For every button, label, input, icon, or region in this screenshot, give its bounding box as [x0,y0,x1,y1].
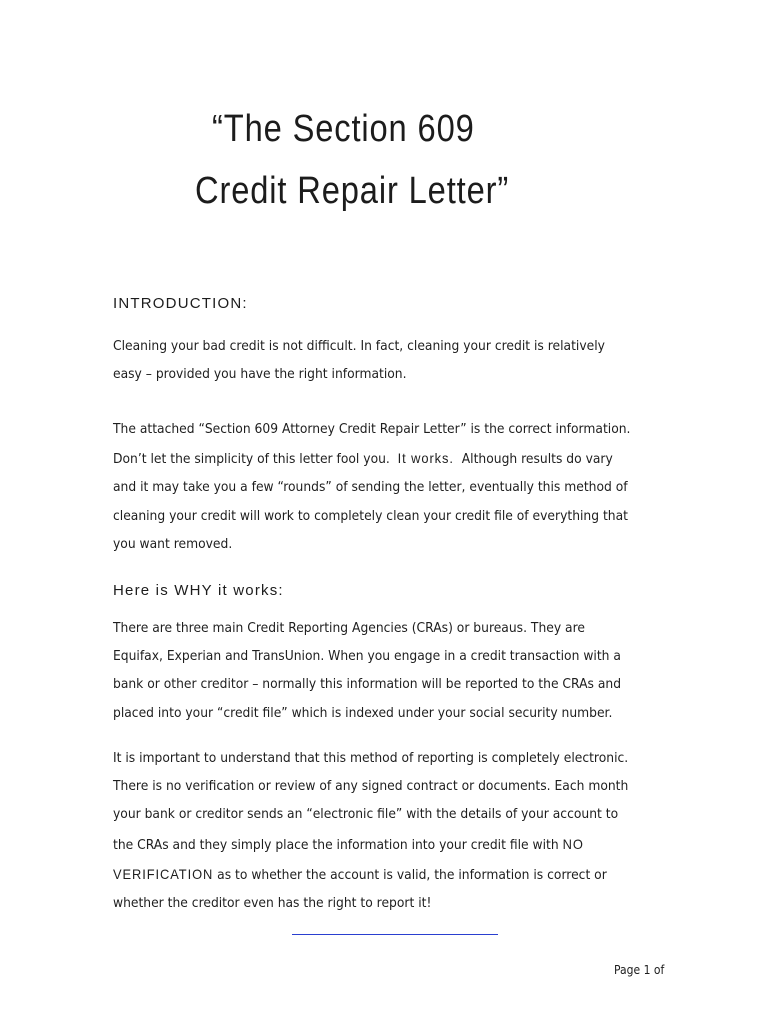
paragraph-line: easy – provided you have the right information. [113,367,407,383]
paragraph-line: Cleaning your bad credit is not difficult. In fact, cleaning your credit is relatively [113,339,605,354]
paragraph-line: It is important to understand that this method of reporting is completely electronic. [113,751,629,766]
why-paragraph-1 [113,615,628,728]
paragraph-text: the CRAs and they simply place the information into your credit file with [113,837,559,853]
intro-paragraph-1 [113,333,628,389]
paragraph-line: cleaning your credit will work to completely clean your credit file of everything that [113,508,628,524]
paragraph-line: you want removed. [113,536,233,552]
paragraph-line: The attached “Section 609 Attorney Credit Repair Letter” is the correct information. [113,422,631,437]
paragraph-line: Equifax, Experian and TransUnion. When you engage in a credit transaction with a [113,649,621,665]
footer-rule [292,934,498,935]
paragraph-line: placed into your “credit file” which is indexed under your social security number. [113,705,613,721]
paragraph-line: There are three main Credit Reporting Agencies (CRAs) or bureaus. They are [113,621,585,636]
paragraph-line: whether the creditor even has the right to report it! [113,896,432,912]
paragraph-line [113,830,628,860]
why-it-works-heading: Here is WHY it works: [113,582,284,599]
document-title-line-1: “The Section 609 [212,108,475,150]
paragraph-line: bank or other creditor – normally this information will be reported to the CRAs and [113,677,622,693]
introduction-heading: INTRODUCTION: [113,295,248,312]
paragraph-text: Don’t let the simplicity of this letter fool you. [113,452,390,468]
paragraph-text: as to whether the account is valid, the information is correct or [217,867,607,883]
paragraph-line: your bank or creditor sends an “electronic file” with the details of your account to [113,807,619,823]
intro-paragraph-2 [113,416,631,559]
paragraph-line: and it may take you a few “rounds” of sending the letter, eventually this method of [113,480,628,496]
emphasis-text: NO [562,835,584,852]
paragraph-text: Although results do vary [461,452,613,468]
paragraph-line [113,860,628,890]
emphasis-text: VERIFICATION [113,865,214,882]
page-number: Page 1 of [614,963,665,977]
why-paragraph-2 [113,745,628,918]
emphasis-text: It works. [397,450,454,467]
paragraph-line: There is no verification or review of any signed contract or documents. Each month [113,779,629,795]
paragraph-line [113,444,628,474]
document-title-line-2: Credit Repair Letter” [195,170,510,212]
